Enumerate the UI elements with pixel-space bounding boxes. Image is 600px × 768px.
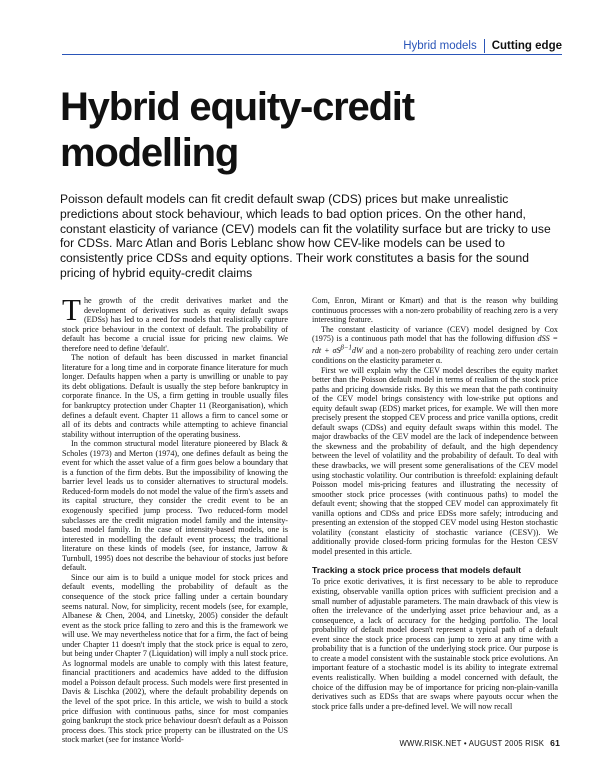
body-paragraph: Com, Enron, Mirant or Kmart) and that is the reason why building continuous processes with a non-zero probability of reaching zero is a very interesting feature.: [312, 296, 558, 325]
body-paragraph: The notion of default has been discussed in market financial literature for a long time and in corporate finance literature for much longer. Defaults happen when a party is unwilling or unable to pay its debt obligations. Default is usually the step before bankruptcy in corporate finance. In the US, a firm getting in trouble usually files for bankruptcy protection under Chapter 11 (Reorganisation), which defines a default event. Chapter 11 allows a firm to cancel some or all of its debts and contracts while attempting to achieve financial stability without interruption of the operating business.: [62, 353, 288, 439]
body-paragraph: Since our aim is to build a unique model for stock prices and default events, modelling the probability of default as the consequence of the stock price falling under a certain boundary seems natural. Now, for simplicity, recent models (see, for example, Albanese & Chen, 2004, and Linetsky, 2005) consider the default event as the stock price falling to zero and this is the framework we will use. We may nevertheless notice that for a firm, the fact of being under Chapter 11 doesn't imply that the stock price is equal to zero, but being under Chapter 7 (Liquidation) will imply a null stock price. As lognormal models are unable to comply with this latest feature, financial practitioners and academics have added to the diffusion model a Poisson default process. Such models were first presented in Davis & Lischka (2002), where the default probability depends on the level of the spot price. In this article, we wish to build a stock price diffusion with continuous paths, since for most companies going bankrupt the stock price behaviour doesn't default as a Poisson process does. This stock price property can be illustrated on the US stock market (see for instance World-: [62, 572, 288, 745]
standfirst: Poisson default models can fit credit default swap (CDS) prices but make unrealistic predictions about stock behaviour, which leads to bad option prices. On the other hand, constant elasticity of variance (CEV) models can fit the volatility surface but are tricky to use for CDSs. Marc Atlan and Boris Leblanc show how CEV-like models can be used to consistently price CDSs and equity options. Their work constitutes a basis for the sound pricing of hybrid equity-credit claims: [60, 192, 551, 280]
running-header: [403, 39, 562, 53]
body-paragraph: In the common structural model literature pioneered by Black & Scholes (1973) and Merton (1974), one defines default as being the event for which the asset value of a firm goes below a boundary that is a function of the firm debts. But the impossibility of knowing the barrier level leads us to consider alternatives to structural models. Reduced-form models do not model the value of the firm's assets and its capital structure, they consider the credit event to be an exogenously specified jump process. Two reduced-form model subclasses are the credit migration model family and the intensity-based model family. In the case of intensity-based models, one is interested in modelling the default event process; the traditional literature on these kinds of models (see, for instance, Jarrow & Turnbull, 1995) does not describe the behaviour of stocks just before default.: [62, 439, 288, 573]
section-subheading: Tracking a stock price process that models default: [312, 565, 522, 576]
page-footer: [399, 738, 560, 748]
body-paragraph: The constant elasticity of variance (CEV) model designed by Cox (1975) is a continuous path model that has the following diffusion dSS = rdt + $\sigma S^{\beta-1}dW$ and a non-zero probability of reaching zero under certain conditions on the elasticity parameter α.: [312, 324, 559, 365]
header-rule: [62, 54, 562, 55]
page-number: 61: [550, 738, 560, 748]
body-column-right: [312, 296, 558, 728]
body-column-left: [62, 292, 288, 745]
body-paragraph: To price exotic derivatives, it is first necessary to be able to reproduce existing, observable vanilla option prices with sufficient precision and a small number of adjustable parameters. The main drawback of this view is often the irrelevance of the underlying asset price behaviour and, as a consequence, a lack of accuracy for the hedging portfolio. The local probability of default model doesn't represent a typical path of a default event since the stock price process can jump to zero at any time with a probability that is a function of the underlying stock price. Our purpose is to create a model consistent with the sustainable stock price evolutions. An important feature of a stochastic model is its ability to integrate extremal events realistically. When building a model concerned with default, the choice of the diffusion may be of importance for pricing non-plain-vanilla derivatives such as EDSs that are swaps where payouts occur when the stock price falls under a pre-defined level. We will now recall: [312, 577, 558, 711]
body-paragraph: The growth of the credit derivatives market and the development of derivatives such as equity default swaps (EDSs) has led to a need for models that realistically capture stock price behaviour in the context of default. The probability of default has become a crucial issue for pricing new claims. We therefore need to define 'default'.: [62, 292, 288, 353]
body-paragraph: First we will explain why the CEV model describes the equity market better than the Poisson default model in terms of realism of the stock price paths and pricing downside risks. By this we mean that the path continuity of the CEV model brings consistency with low-strike put options and equity default swap (EDS) market prices, for example. We will then more precisely present the stopped CEV process and price vanilla options, credit default swaps (CDSs) and equity default swaps within this model. The major drawbacks of the CEV model are the lack of independence between the skewness and the probability of default, and the high dependency between the level of volatility and the probability of default. To deal with these drawbacks, we will present some generalisations of the CEV model using stochastic volatility. Our contribution is threefold: explaining default Poisson model mis-pricing features and illustrating the necessity of smoother stock price processes (with continuous paths) to model the default event; showing that the stopped CEV model can approximately fit vanilla options and CDSs and price EDSs more safely; introducing and presenting an extension of the stopped CEV model using Heston stochastic volatility (constant elasticity of stochastic variance (CESV)). We additionally provide closed-form pricing formulas for the Heston CESV model presented in this article.: [312, 365, 558, 556]
footer-source: WWW.RISK.NET • AUGUST 2005 RISK: [399, 739, 545, 748]
drop-cap: T: [62, 292, 81, 327]
section-label: Hybrid models: [403, 40, 477, 52]
article-title: Hybrid equity-credit modelling: [60, 85, 414, 175]
diffusion-formula: dSS = rdt + $\sigma S^{\beta-1}dW$: [312, 334, 559, 356]
column-label: Cutting edge: [491, 40, 562, 52]
header-divider: [484, 39, 485, 53]
